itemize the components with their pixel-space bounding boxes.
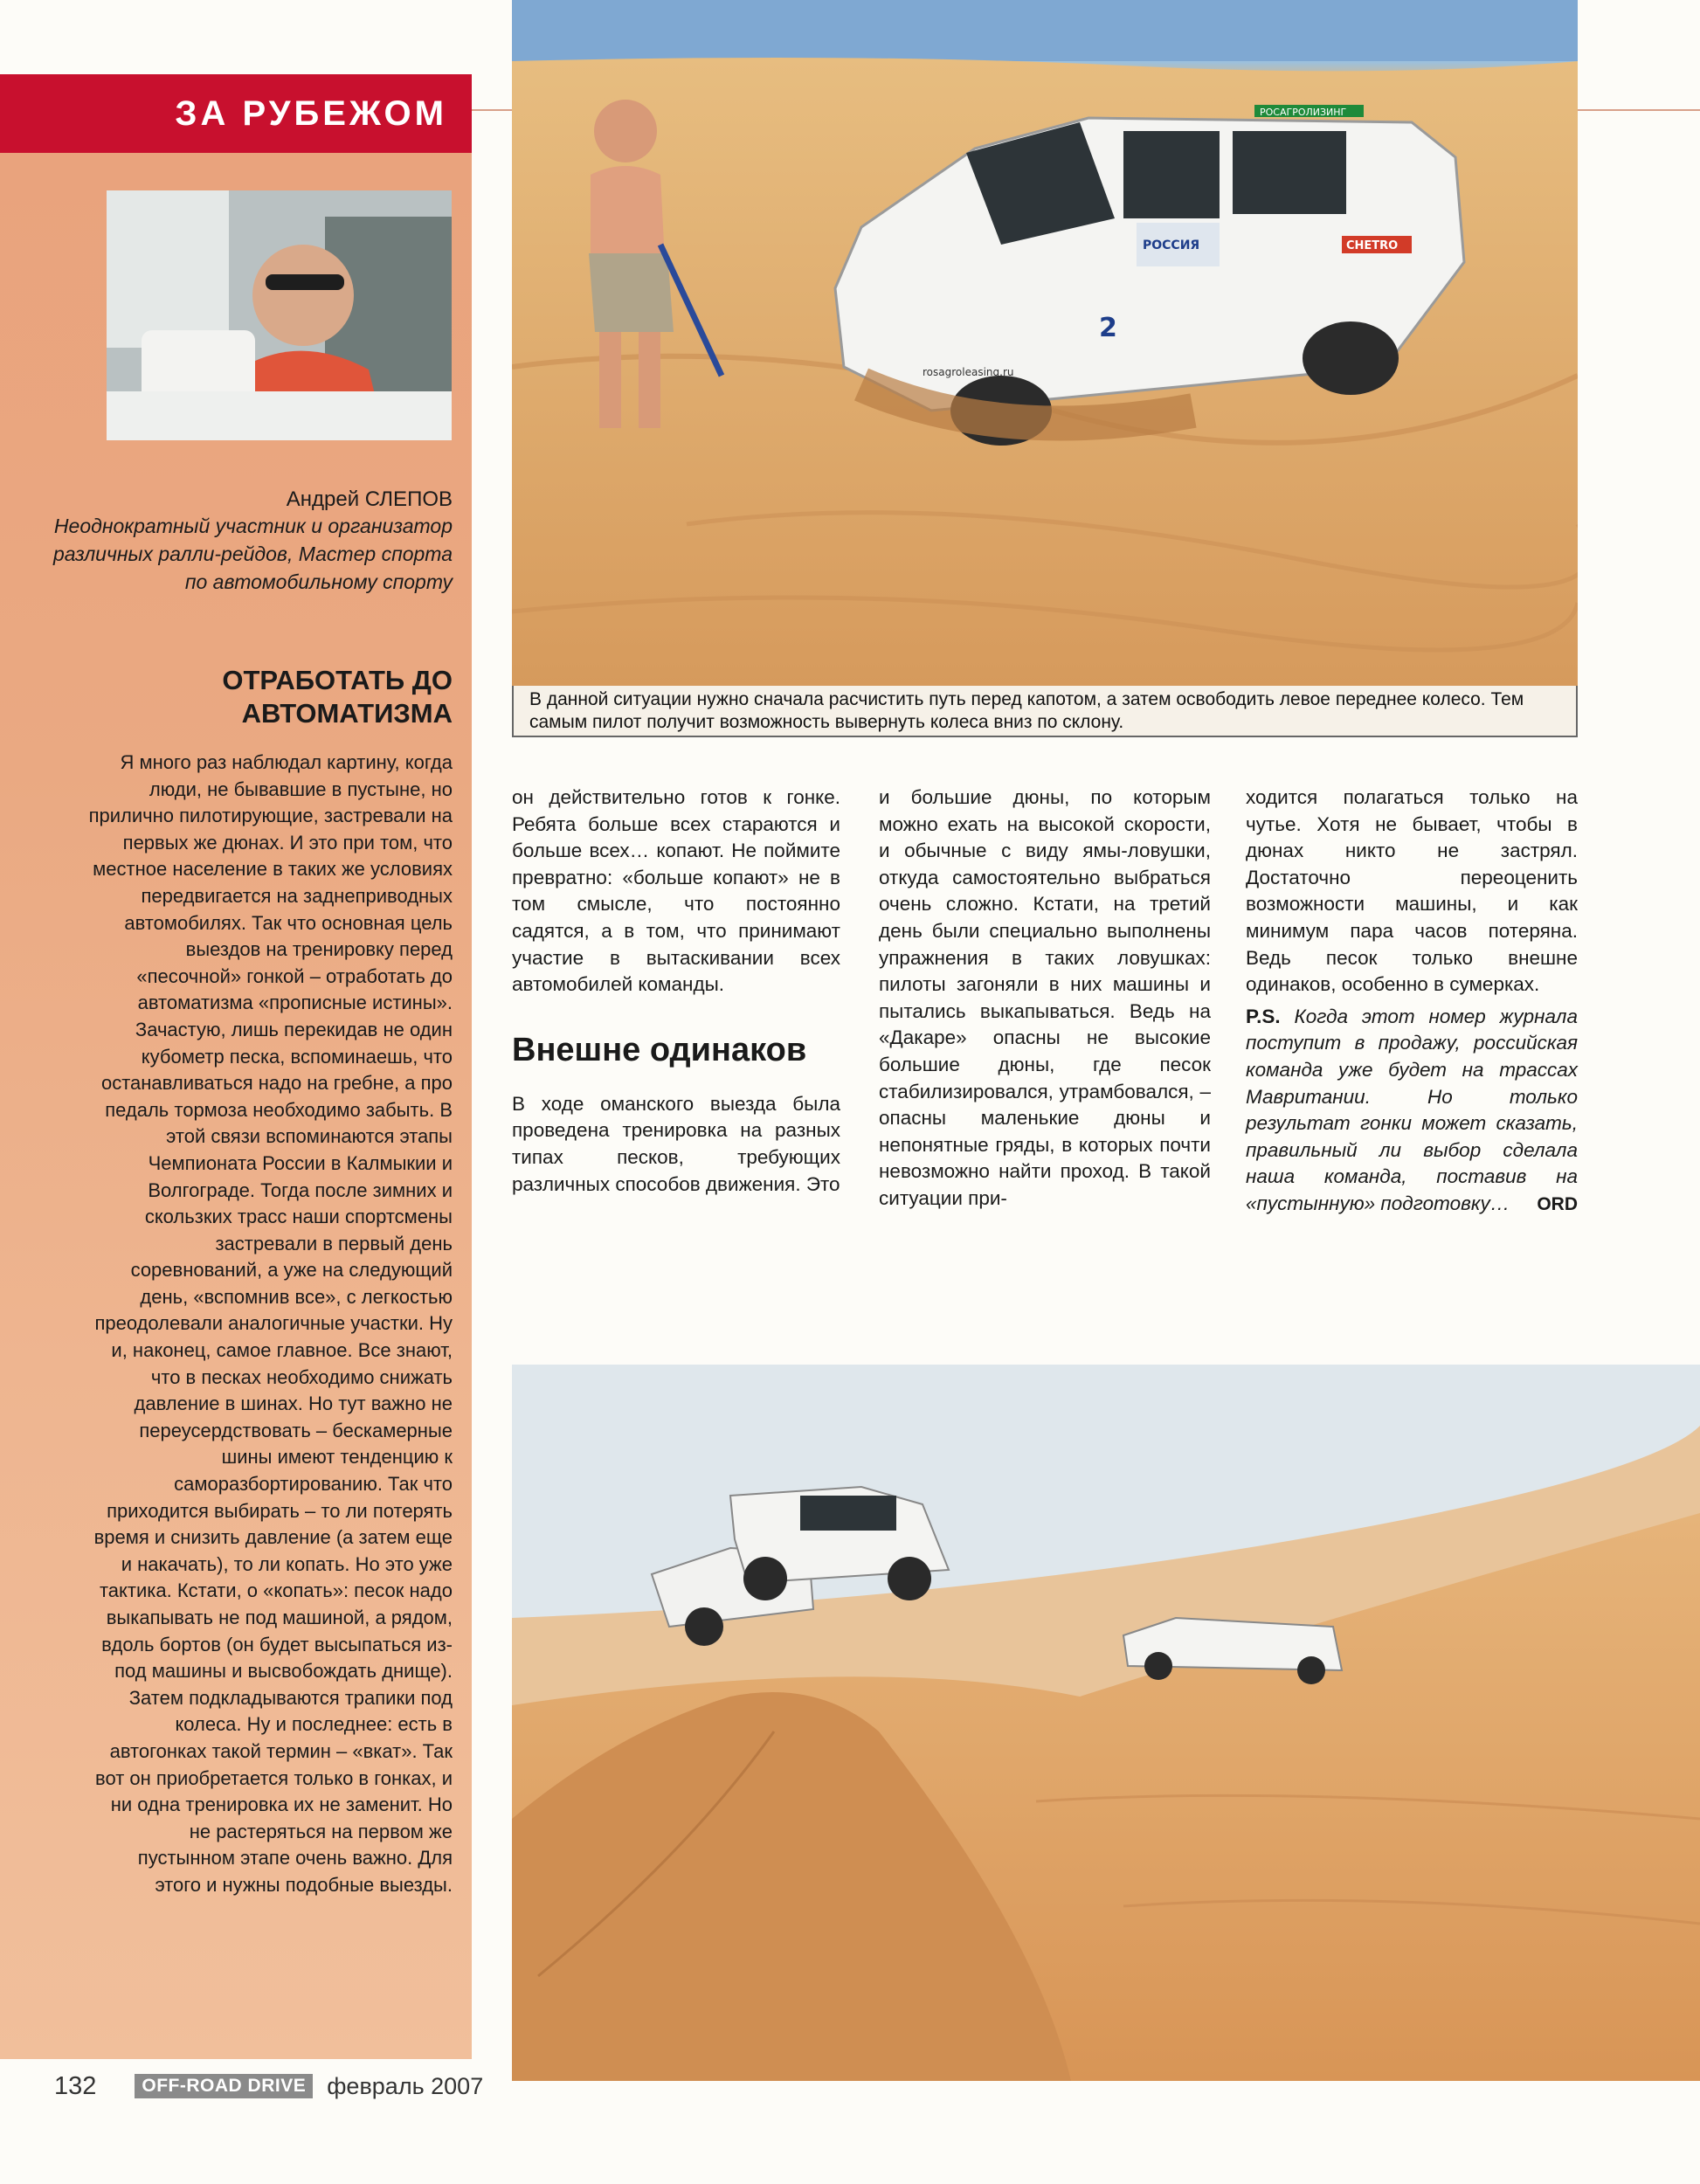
paragraph: он действительно готов к гонке. Ребята больше всех стараются и больше всех… копают. Не поймите превратно: «больше копают» не в том смысле, что постоянно садятся, а в том, что принимают участие в вытаскивании всех автомобилей команды.	[512, 786, 840, 996]
car-brand-text: CHETRO	[1346, 239, 1399, 252]
postscript	[1246, 1004, 1578, 1218]
magazine-logo: OFF-ROAD DRIVE	[135, 2074, 313, 2098]
sidebar-body-text: Я много раз наблюдал картину, когда люди, не бывавшие в пустыне, но прилично пилотирующие, застревали на первых же дюнах. И это при том, что местное население в таких же условиях передвигается на заднеприводных автомобилях. Так что основная цель выездов на тренировку перед «песочной» гонкой – отработать до автоматизма «прописные истины». Зачастую, лишь перекидав не один кубометр песка, вспоминаешь, что останавливаться надо на гребне, а про педаль тормоза необходимо забыть. В этой связи вспоминаются этапы Чемпионата России в Калмыкии и Волгограде. Тогда после зимних и скользких трасс наши спортсмены застревали в первый день соревнований, а уже на следующий день, «вспомнив все», с легкостью преодолевали аналогичные участки. Ну и, наконец, самое главное. Все знают, что в песках необходимо снижать давление в шинах. Но тут важно не переусердствовать – бескамерные шины имеют тенденцию к саморазбортированию. Так что приходится выбирать – то ли потерять время и снизить давление (а затем еще и накачать), то ли копать. Но это уже тактика. Кстати, о «копать»: песок надо выкапывать не под машиной, а рядом, вдоль бортов (он будет высыпаться из-под машины и высвобождать днище). Затем подкладываются трапики под колеса. Ну и последнее: есть в автогонках такой термин – «вкат». Так вот он приобретается только в гонках, и ни одна тренировка их не заменит. Но не растеряться на первом же пустынном этапе очень важно. Для этого и нужны подобные выезды.	[88, 751, 453, 1896]
divider	[472, 109, 512, 111]
car-number-text: 2	[1099, 313, 1117, 343]
section-rubric: ЗА РУБЕЖОМ	[0, 74, 472, 153]
postscript-text: Когда этот номер журнала поступит в продажу, российская команда уже будет на трассах Мавритании. Но только результат гонки может сказать, правильный ли выбор сделала наша команда, поставив на «пустынную» подготовку…	[1246, 1005, 1578, 1214]
page-footer	[54, 2069, 483, 2104]
issue-date: февраль 2007	[327, 2072, 484, 2099]
author-portrait-photo	[107, 190, 452, 440]
page-number: 132	[54, 2071, 97, 2100]
car-sponsor-text: РОСАГРОЛИЗИНГ	[1260, 107, 1347, 118]
author-bio: Неоднократный участник и организатор различных ралли-рейдов, Мастер спорта по автомобильному спорту	[52, 515, 453, 593]
article-column-3	[1246, 784, 1578, 1218]
article-column-2	[879, 784, 1211, 1213]
car-site-text: rosagroleasing.ru	[923, 366, 1014, 378]
sidebar-heading: ОТРАБОТАТЬ ДО АВТОМАТИЗМА	[222, 665, 453, 729]
stuck-car-photo	[512, 0, 1578, 690]
author-name: Андрей СЛЕПОВ	[286, 487, 453, 511]
dune-cars-photo	[512, 1365, 1700, 2081]
car-flag-text: РОССИЯ	[1143, 238, 1200, 252]
postscript-label: P.S.	[1246, 1005, 1281, 1027]
article-subheading: Внешне одинаков	[512, 1031, 807, 1068]
paragraph: В ходе оманского выезда была проведена тренировка на разных типах песков, требующих различных способов движения. Это	[512, 1092, 840, 1195]
paragraph: ходится полагаться только на чутье. Хотя не бывает, чтобы в дюнах никто не застрял. Достаточно переоценить возможности машины, и как минимум пара часов потеряна. Ведь песок только внешне одинаков, особенно в сумерках.	[1246, 786, 1578, 996]
signature: ORD	[1537, 1193, 1578, 1214]
photo-caption: В данной ситуации нужно сначала расчистить путь перед капотом, а затем освободить левое переднее колесо. Тем самым пилот получит возможность вывернуть колеса вниз по склону.	[512, 686, 1578, 737]
divider	[1578, 109, 1700, 111]
paragraph: и большие дюны, по которым можно ехать на высокой скорости, и обычные с виду ямы-ловушки, откуда самостоятельно выбраться очень сложно. Кстати, на третий день были специально выполнены упражнения в таких ловушках: пилоты загоняли в них машины и пытались выкапываться. Ведь на «Дакаре» опасны не высокие большие дюны, где песок стабилизировался, утрамбовался, – опасны маленькие дюны и непонятные гряды, в которых почти невозможно найти проход. В такой ситуации при-	[879, 786, 1211, 1209]
article-column-1	[512, 784, 840, 1198]
